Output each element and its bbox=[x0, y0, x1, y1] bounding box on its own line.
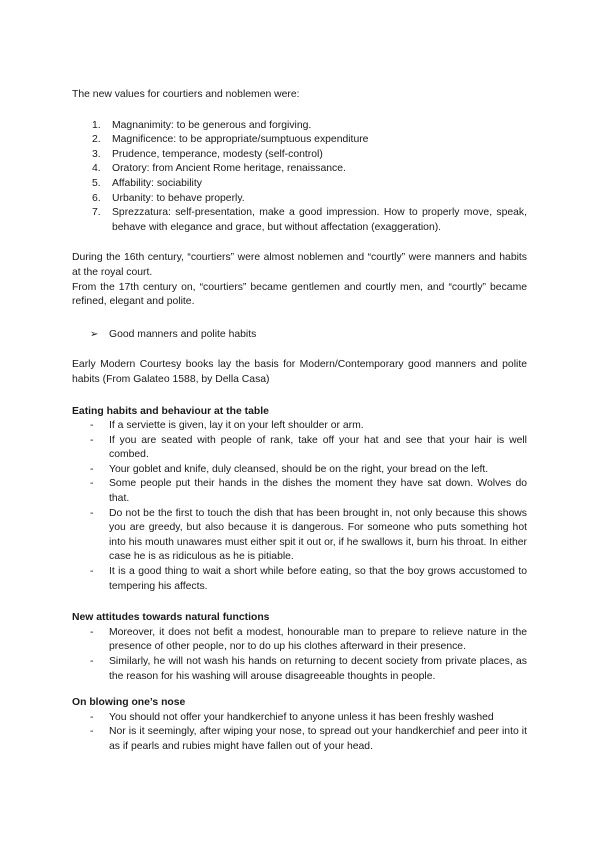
nose-list bbox=[72, 711, 527, 755]
list-item: 4. Oratory: from Ancient Rome heritage, renaissance. bbox=[92, 163, 346, 175]
list-item: 6. Urbanity: to behave properly. bbox=[92, 192, 245, 204]
paragraph-16th-century: During the 16th century, “courtiers” were almost noblemen and “courtly” were manners and habits at the royal court. bbox=[72, 252, 527, 278]
section-heading-nose: On blowing one’s nose bbox=[72, 697, 186, 709]
list-item: - Moreover, it does not befit a modest, honourable man to prepare to relieve nature in the presence of other people, nor to do up his clothes afterward in their presence. bbox=[90, 626, 527, 653]
list-item: - Nor is it seemingly, after wiping your nose, to spread out your handkerchief and peer into it as if pearls and rubies might have fallen out of your head. bbox=[90, 726, 527, 752]
list-item: - Some people put their hands in the dishes the moment they have sat down. Wolves do that. bbox=[90, 478, 527, 505]
list-item: 2. Magnificence: to be appropriate/sumptuous expenditure bbox=[92, 134, 369, 146]
list-item: 7. Sprezzatura: self-presentation, make a good impression. How to properly move, speak, behave with elegance and grace, but without affectation (exaggeration). bbox=[92, 207, 527, 233]
section-heading-eating: Eating habits and behaviour at the table bbox=[72, 405, 269, 417]
arrow-bullet-item bbox=[90, 328, 527, 343]
list-item: 5. Affability: sociability bbox=[92, 177, 202, 189]
natural-functions-list bbox=[72, 626, 527, 684]
list-item: 1. Magnanimity: to be generous and forgiving. bbox=[92, 119, 312, 131]
arrow-bullet-icon: ➢ bbox=[90, 328, 99, 340]
list-item: - Do not be the first to touch the dish that has been brought in, not only because this shows you are greedy, but also because it is dangerous. For someone who puts something hot into his mouth unawares must either spit it out or, if he swallows it, burn his throat. In either case he is as ridiculous as he is pitiable. bbox=[90, 507, 527, 563]
list-item: - If a serviette is given, lay it on your left shoulder or arm. bbox=[90, 420, 364, 432]
century-paragraphs bbox=[72, 251, 527, 309]
list-item: - It is a good thing to wait a short while before eating, so that the boy grows accustomed to tempering his affects. bbox=[90, 566, 527, 592]
courtesy-paragraph: Early Modern Courtesy books lay the basis for Modern/Contemporary good manners and polite habits (From Galateo 1588, by Della Casa) bbox=[72, 359, 527, 385]
arrow-item-text: Good manners and polite habits bbox=[109, 328, 257, 340]
paragraph-17th-century: From the 17th century on, “courtiers” became gentlemen and courtly men, and “courtly” became refined, elegant and polite. bbox=[72, 281, 527, 308]
document-page bbox=[72, 88, 527, 755]
list-item: 3. Prudence, temperance, modesty (self-control) bbox=[92, 148, 323, 160]
eating-list bbox=[72, 419, 527, 594]
values-list bbox=[72, 119, 527, 236]
list-item: - If you are seated with people of rank, take off your hat and see that your hair is well combed. bbox=[90, 434, 527, 461]
list-item: - You should not offer your handkerchief to anyone unless it has been freshly washed bbox=[90, 711, 494, 723]
list-item: - Your goblet and knife, duly cleansed, should be on the right, your bread on the left. bbox=[90, 463, 489, 475]
intro-text: The new values for courtiers and noblemen were: bbox=[72, 89, 300, 100]
section-heading-natural-functions: New attitudes towards natural functions bbox=[72, 612, 270, 624]
list-item: - Similarly, he will not wash his hands on returning to decent society from private places, as the reason for his washing will arouse disagreeable thoughts in people. bbox=[90, 656, 527, 682]
